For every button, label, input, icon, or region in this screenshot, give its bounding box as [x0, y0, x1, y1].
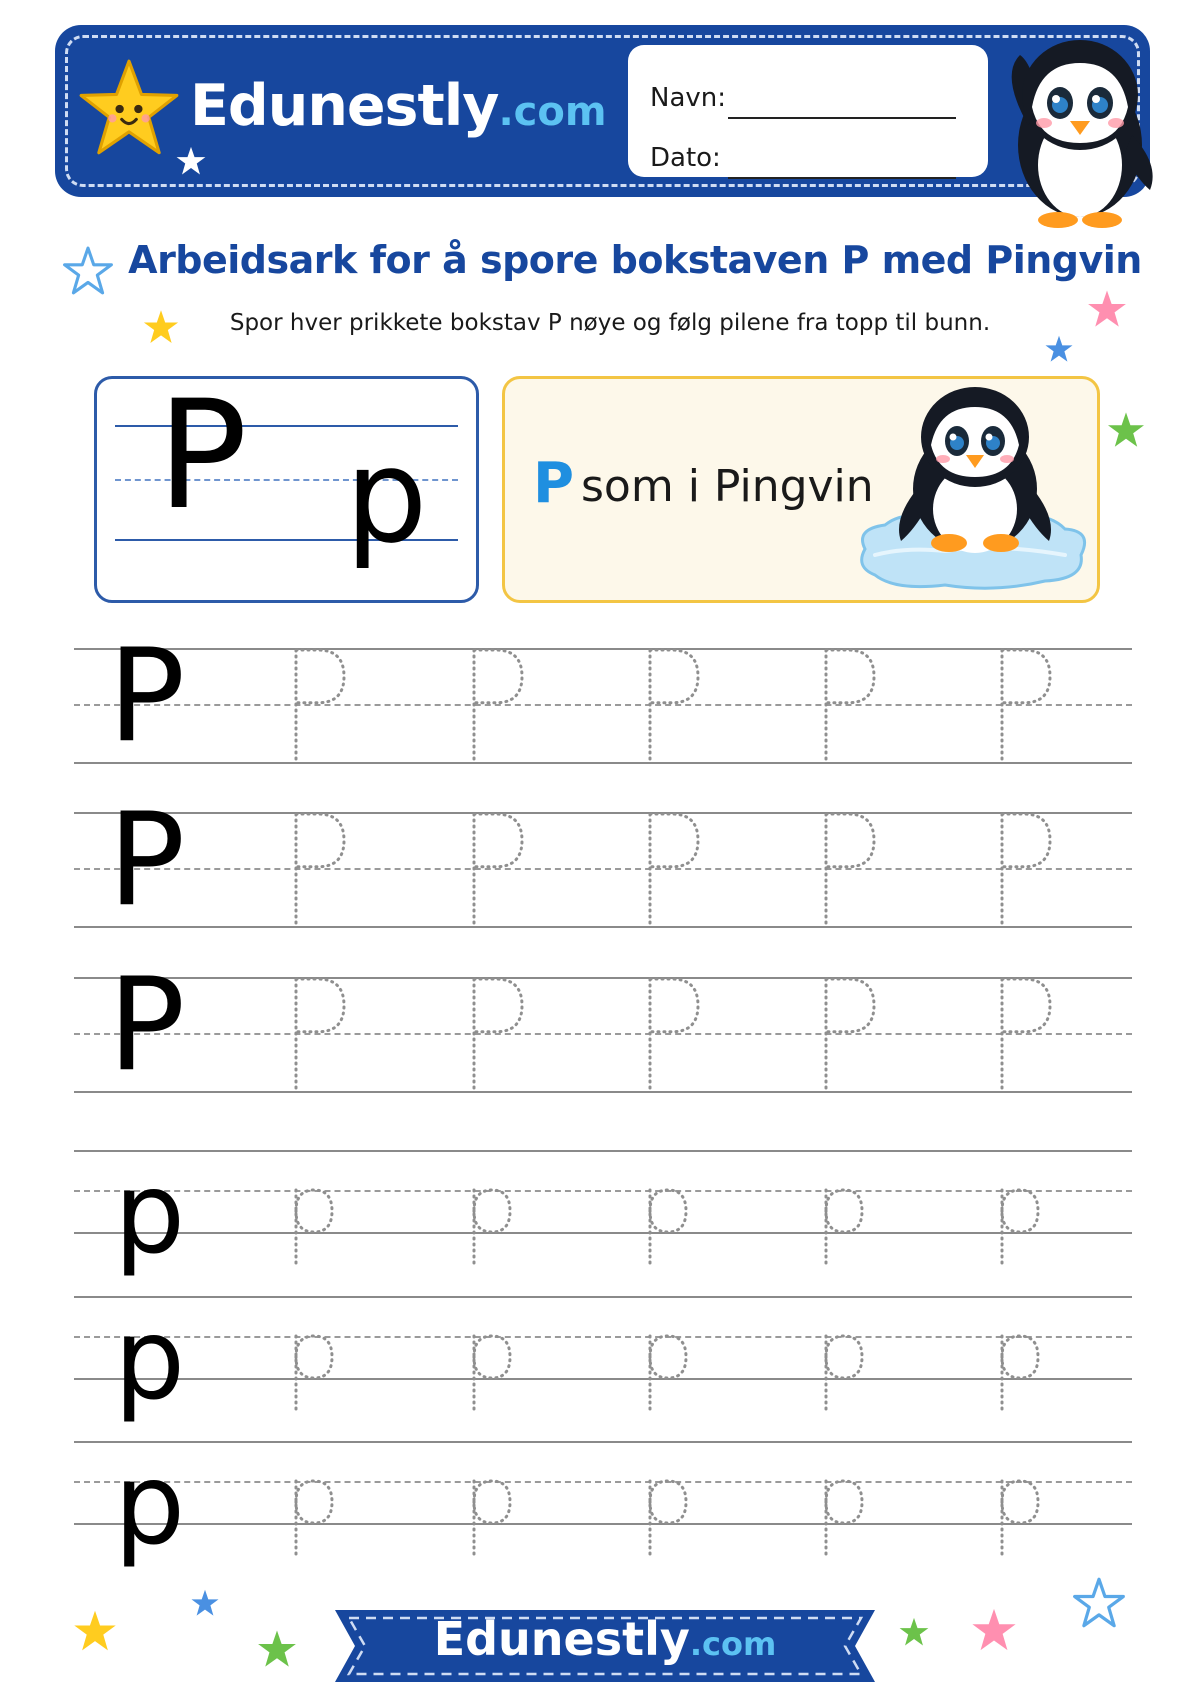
- worksheet-instructions: Spor hver prikkete bokstav P nøye og følg pilene fra topp til bunn.: [229, 310, 991, 336]
- dotted-lowercase-p[interactable]: [644, 1478, 714, 1562]
- star-outline-icon: [1072, 1576, 1126, 1630]
- dotted-lowercase-p[interactable]: [996, 1478, 1066, 1562]
- star-icon: [72, 1608, 118, 1654]
- date-label: Dato:: [650, 143, 721, 173]
- star-icon: [142, 308, 180, 346]
- model-lowercase-p: p: [114, 1149, 186, 1279]
- row-top-line: [74, 1441, 1132, 1443]
- footer-brand-name: Edunestly: [433, 1612, 690, 1666]
- uppercase-letter: P: [157, 369, 248, 543]
- word-card-letter: P: [533, 451, 575, 516]
- model-lowercase-p: p: [114, 1440, 186, 1570]
- model-lowercase-p: p: [114, 1295, 186, 1425]
- footer-brand: [335, 1612, 875, 1666]
- dotted-lowercase-p[interactable]: [290, 1478, 360, 1562]
- row-base-line: [74, 1523, 1132, 1525]
- star-icon: [1086, 288, 1128, 330]
- model-uppercase-p: P: [108, 622, 186, 771]
- dotted-lowercase-p[interactable]: [820, 1478, 890, 1562]
- word-card-text: som i Pingvin: [581, 461, 874, 512]
- star-outline-icon: [62, 245, 114, 297]
- name-label: Navn:: [650, 83, 727, 113]
- model-uppercase-p: P: [108, 786, 186, 935]
- row-mid-line: [74, 1481, 1132, 1483]
- lowercase-tracing-row: [74, 0, 1132, 1700]
- star-icon: [898, 1616, 930, 1648]
- dotted-lowercase-p[interactable]: [468, 1478, 538, 1562]
- star-icon: [970, 1606, 1018, 1654]
- worksheet-title: Arbeidsark for å spore bokstaven P med Pingvin: [128, 238, 1142, 282]
- star-icon: [1044, 334, 1074, 364]
- brand-name: Edunestly: [190, 73, 499, 139]
- model-uppercase-p: P: [108, 951, 186, 1100]
- lowercase-letter: p: [345, 420, 428, 572]
- footer-brand-tld: .com: [689, 1625, 777, 1663]
- star-icon: [256, 1628, 298, 1670]
- brand-tld: .com: [498, 89, 607, 135]
- star-icon: [190, 1588, 220, 1618]
- star-icon: [1106, 410, 1146, 450]
